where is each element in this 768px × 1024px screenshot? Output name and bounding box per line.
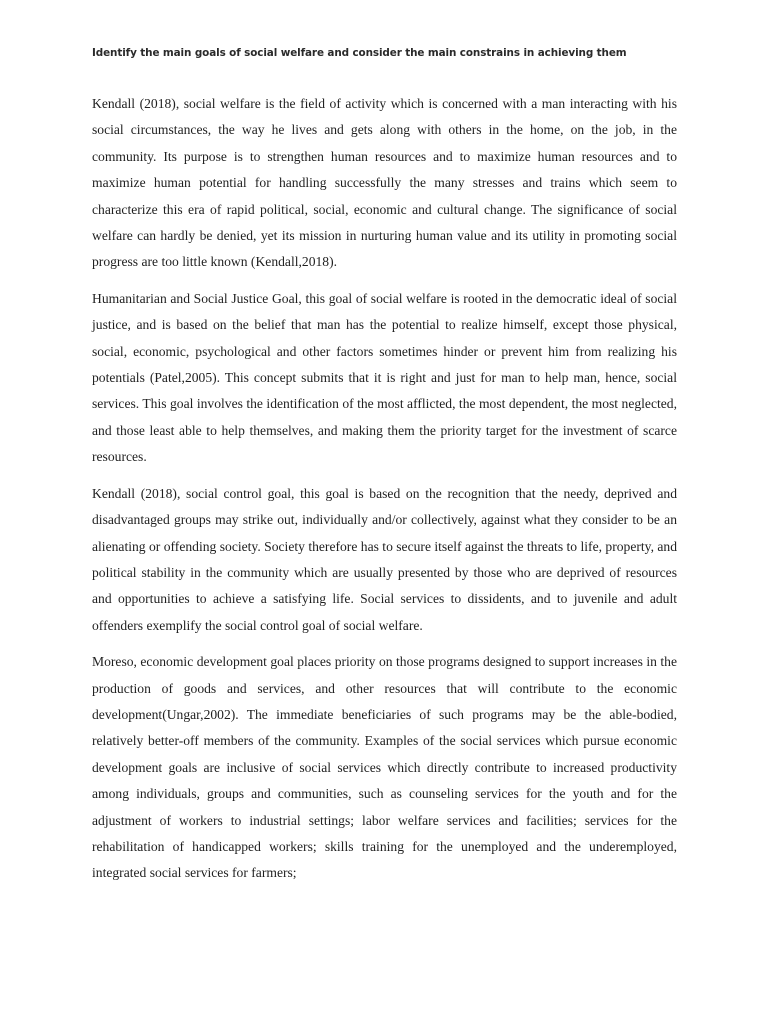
document-title: Identify the main goals of social welfare and consider the main constrains in achieving them [92, 47, 627, 59]
paragraph-humanitarian-goal: Humanitarian and Social Justice Goal, this goal of social welfare is rooted in the democratic ideal of social justice, and is based on the belief that man has the potential to realize himself, except those physical, social, economic, psychological and other factors sometimes hinder or prevent him from realizing his potentials (Patel,2005). This concept submits that it is right and just for man to help man, hence, social services. This goal involves the identification of the most afflicted, the most dependent, the most neglected, and those least able to help themselves, and making them the priority target for the investment of scarce resources. [92, 290, 677, 465]
paragraph-kendall-intro: Kendall (2018), social welfare is the field of activity which is concerned with a man interacting with his social circumstances, the way he lives and gets along with others in the home, on the job, in the community. Its purpose is to strengthen human resources and to maximize human resources and to maximize human potential for handling successfully the many stresses and trains which seem to characterize this era of rapid political, social, economic and cultural change. The significance of social welfare can hardly be denied, yet its mission in nurturing human value and its utility in promoting social progress are too little known (Kendall,2018). [92, 96, 677, 270]
paragraph-social-control-goal: Kendall (2018), social control goal, this goal is based on the recognition that the needy, deprived and disadvantaged groups may strike out, individually and/or collectively, against what they consider to be an alienating or offending society. Society therefore has to secure itself against the threats to life, property, and political stability in the community which are usually presented by those who are deprived of resources and opportunities to achieve a satisfying life. Social services to dissidents, and to juvenile and adult offenders exemplify the social control goal of social welfare. [92, 485, 677, 633]
document-body [92, 91, 677, 897]
paragraph-economic-development-goal: Moreso, economic development goal places priority on those programs designed to support increases in the production of goods and services, and other resources that will contribute to the economic development(Ungar,2002). The immediate beneficiaries of such programs may be the able-bodied, relatively better-off members of the community. Examples of the social services which pursue economic development goals are inclusive of social services which directly contribute to increased productivity among individuals, groups and communities, such as counseling services for the youth and for the adjustment of workers to industrial settings; labor welfare services and facilities; services for the rehabilitation of handicapped workers; skills training for the unemployed and the underemployed, integrated social services for farmers; [92, 654, 677, 881]
